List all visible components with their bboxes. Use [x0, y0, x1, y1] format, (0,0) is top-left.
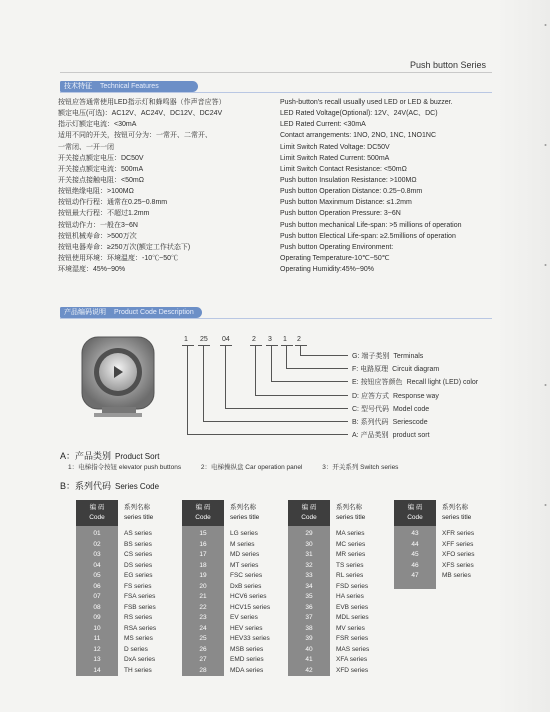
code-label: B: 系列代码 Seriescode [352, 419, 428, 426]
series-code-cell: 32 [305, 561, 313, 569]
code-leader-vertical [255, 346, 256, 395]
right-edge-shade [496, 0, 550, 712]
series-name-cell: AS series [124, 530, 152, 537]
series-code-cell: 27 [199, 656, 207, 663]
series-name-cell: TS series [336, 561, 364, 569]
series-code-cell: 28 [199, 666, 207, 674]
series-code-cell: 04 [93, 561, 101, 569]
page-series-title: Push button Series [410, 60, 487, 70]
series-name-header: 系列名称 series title [336, 504, 366, 521]
series-name-header: 系列名称 series title [442, 504, 472, 521]
series-name-cell: XFA series [336, 656, 368, 663]
tech-line-en: Push-button's recall usually used LED or LED & buzzer. [280, 99, 453, 106]
code-digit: 1 [184, 336, 188, 343]
series-name-cell: EMD series [230, 656, 264, 663]
sort-item-car-panel: 2：电梯操纵盘 Car operation panel [200, 464, 303, 471]
series-code-cell: 03 [93, 551, 101, 558]
series-name-cell: MT series [230, 561, 259, 569]
series-name-cell: MR series [336, 551, 366, 558]
tech-line-zh: 按钮电器寿命：≥250万次(额定工作状态下) [58, 243, 191, 251]
tech-line-en: Push button Operation Pressure: 3~6N [280, 210, 401, 218]
series-code-header: 编 码 Code [394, 500, 436, 526]
technical-features-zh-list [58, 97, 226, 275]
tech-line-en: Limit Switch Rated Voltage: DC50V [280, 143, 390, 151]
series-code-cell: 26 [199, 645, 207, 653]
series-name-cell: FSD series [336, 582, 369, 590]
tech-line-en: LED Rated Voltage(Optional): 12V、24V(AC、DC) [280, 110, 438, 118]
tech-line-en: LED Rated Current: <30mA [280, 121, 366, 129]
tech-line-zh: 按钮动作行程：通常在0.25~0.8mm [58, 199, 168, 207]
series-name-cell: EVB series [336, 603, 369, 611]
code-leader-vertical [286, 346, 287, 368]
series-code-heading [60, 479, 159, 492]
code-digit: 2 [252, 336, 256, 343]
series-name-cell: M series [230, 540, 255, 548]
series-name-cell: MDL series [336, 614, 369, 621]
tech-line-en: Operating Temperature-10℃~50℃ [280, 254, 390, 262]
series-name-cell: XFS series [442, 561, 474, 569]
top-rule [60, 72, 492, 73]
series-code-cell: 14 [93, 666, 101, 674]
code-leader-vertical [187, 346, 188, 434]
code-label: G: 端子类别 Terminals [352, 353, 424, 360]
code-leader-horizontal [300, 355, 348, 356]
tech-line-en: Operating Humidity:45%~90% [280, 266, 374, 274]
series-code-cell: 01 [93, 530, 101, 537]
series-code-cell: 11 [93, 635, 101, 642]
push-button-image [76, 333, 161, 418]
series-code-cell: 16 [199, 540, 207, 548]
series-name-cell: CS series [124, 551, 153, 558]
code-leader-vertical [271, 346, 272, 381]
series-code-cell: 37 [305, 614, 313, 621]
code-digit-underline [266, 345, 278, 346]
product-code-rule [60, 318, 492, 319]
series-code-cell: 22 [199, 603, 207, 611]
tech-line-zh: 按钮应答通常使用LED指示灯和蜂鸣器（作声音应答） [58, 99, 226, 106]
code-leader-horizontal [187, 434, 348, 435]
series-name-cell: MA series [336, 530, 365, 537]
code-digit-underline [220, 345, 232, 346]
product-code-en: Product Code Description [113, 309, 194, 316]
tech-line-en: Push button mechanical Life-span: >5 millions of operation [280, 221, 462, 229]
tech-line-zh: 开关接点接触电阻：<50mΩ [58, 176, 144, 184]
tech-line-zh: 按钮机械寿命：>500万次 [58, 232, 137, 240]
series-code-cell: 35 [305, 593, 313, 600]
series-name-cell: RL series [336, 572, 364, 579]
margin-dots [543, 5, 548, 565]
tech-line-en: Push button Insulation Resistance: >100MΩ [280, 176, 417, 184]
series-name-cell: XFD series [336, 666, 369, 674]
code-digit: 2 [297, 336, 301, 343]
product-sort-heading [60, 449, 159, 462]
series-code-cell: 39 [305, 635, 313, 642]
series-code-cell: 31 [305, 551, 313, 558]
series-code-header: 编 码 Code [182, 500, 224, 526]
series-code-cell: 07 [93, 593, 101, 600]
code-label: E: 按钮应答颜色 Recall light (LED) color [352, 379, 479, 387]
series-code-cell: 38 [305, 624, 313, 632]
tech-line-zh: 额定电压(可选)：AC12V、AC24V、DC12V、DC24V [58, 110, 223, 118]
series-name-cell: FSB series [124, 603, 156, 611]
code-digit-underline [250, 345, 262, 346]
tech-line-en: Limit Switch Contact Resistance: <50mΩ [280, 165, 407, 173]
code-leader-vertical [300, 346, 301, 355]
series-code-cell: 45 [411, 551, 419, 558]
series-code-cell: 19 [199, 572, 207, 579]
series-name-cell: LG series [230, 530, 258, 537]
series-code-cell: 15 [199, 530, 207, 537]
series-name-cell: MS series [124, 635, 153, 642]
tech-line-zh: 开关接点额定电流：500mA [58, 165, 144, 173]
series-name-cell: D series [124, 645, 148, 653]
product-sort-en: Product Sort [115, 452, 160, 461]
series-name-cell: HEV33 series [230, 635, 270, 642]
series-name-header: 系列名称 series title [124, 504, 154, 521]
tech-line-zh: 按钮使用环境：环境温度：-10℃~50℃ [58, 254, 178, 262]
tech-line-zh: 指示灯额定电流：<30mA [58, 121, 137, 129]
code-digit: 3 [268, 336, 272, 343]
series-code-cell: 29 [305, 530, 313, 537]
series-code-cell: 41 [305, 656, 313, 663]
series-name-cell: MDA series [230, 666, 264, 674]
series-code-cell: 09 [93, 614, 101, 621]
series-code-en: Series Code [115, 482, 160, 491]
series-code-cell: 34 [305, 582, 313, 590]
code-digit: 1 [283, 336, 287, 343]
series-name-cell: DxA series [124, 656, 156, 663]
series-code-cell: 23 [199, 614, 207, 621]
code-digit: 25 [200, 336, 208, 343]
tech-line-zh: 环境湿度：45%~90% [58, 266, 126, 274]
series-name-cell: HEV series [230, 624, 263, 632]
series-code-cell: 17 [199, 551, 207, 558]
code-digit-underline [281, 345, 293, 346]
technical-features-bar [60, 81, 198, 92]
series-code-cell: 30 [305, 540, 313, 548]
code-digit-underline [182, 345, 194, 346]
series-code-cell: 10 [93, 624, 101, 632]
code-label: A: 产品类别 product sort [352, 432, 430, 440]
code-leader-horizontal [271, 381, 348, 382]
series-name-cell: XFF series [442, 540, 474, 548]
series-name-cell: FSA series [124, 593, 156, 600]
series-name-cell: HCV6 series [230, 593, 267, 600]
tech-line-zh: 按钮绝缘电阻：>100MΩ [58, 188, 134, 196]
code-leader-horizontal [203, 421, 348, 422]
series-code-cell: 12 [93, 645, 101, 653]
technical-features-zh: 技术特征 [64, 83, 92, 90]
series-code-cell: 47 [411, 572, 419, 579]
series-name-header: 系列名称 series title [230, 504, 260, 521]
series-code-cell: 33 [305, 572, 313, 579]
series-name-cell: MV series [336, 624, 365, 632]
series-code-cell: 02 [93, 540, 101, 548]
code-label: D: 应答方式 Response way [352, 392, 439, 400]
code-leader-vertical [225, 346, 226, 408]
sort-item-switch: 3：开关系列 Switch series [322, 464, 399, 471]
series-name-cell: EV series [230, 614, 258, 621]
series-code-header: 编 码 Code [76, 500, 118, 526]
series-code-cell: 43 [411, 530, 419, 537]
code-digit-underline [198, 345, 210, 346]
product-code-bar [60, 307, 202, 318]
tech-line-zh: 按钮最大行程：不超过1.2mm [58, 210, 150, 218]
series-code-cell: 46 [411, 561, 419, 569]
series-code-cell: 21 [199, 593, 207, 600]
series-code-zh: B：系列代码 [60, 481, 112, 491]
series-code-cell: 42 [305, 666, 313, 674]
series-name-cell: RS series [124, 614, 153, 621]
technical-features-rule [60, 92, 492, 93]
code-digit-underline [295, 345, 307, 346]
series-name-cell: DS series [124, 561, 153, 569]
series-name-cell: BS series [124, 540, 152, 548]
tech-line-zh: 按钮动作力：一般在3~6N [58, 221, 138, 229]
series-name-cell: MD series [230, 551, 260, 558]
series-name-cell: MC series [336, 540, 366, 548]
code-leader-horizontal [255, 395, 348, 396]
series-name-cell: XFR series [442, 530, 475, 537]
series-name-cell: MB series [442, 572, 471, 579]
series-name-cell: MSB series [230, 645, 264, 653]
series-name-cell: MAS series [336, 645, 370, 653]
sort-item-elevator: 1：电梯指令按钮 elevator push buttons [68, 464, 182, 471]
series-name-cell: FSC series [230, 572, 263, 579]
tech-line-zh: 适用不同的开关，按钮可分为：一常开、二常开、 [58, 132, 212, 140]
technical-features-en-list [280, 97, 462, 275]
tech-line-en: Push button Operating Environment: [280, 243, 394, 251]
code-leader-vertical [203, 346, 204, 421]
series-code-cell: 08 [93, 603, 101, 611]
product-sort-zh: A：产品类别 [60, 451, 112, 461]
tech-line-en: Push button Maxinmum Distance: ≤1.2mm [280, 199, 412, 207]
series-code-cell: 40 [305, 645, 313, 653]
tech-line-en: Limit Switch Rated Current: 500mA [280, 154, 390, 162]
tech-line-en: Contact arrangements: 1NO, 2NO, 1NC, 1NO1NC [280, 132, 437, 140]
series-code-cell: 13 [93, 656, 101, 663]
code-label: C: 型号代码 Model code [352, 405, 430, 413]
product-sort-items [68, 462, 416, 471]
series-code-cell: 18 [199, 561, 207, 569]
series-name-cell: HA series [336, 593, 364, 600]
series-code-cell: 06 [93, 582, 101, 590]
series-name-cell: FS series [124, 582, 152, 590]
technical-features-en: Technical Features [99, 83, 159, 90]
tech-line-en: Push button Electical Life-span: ≥2.5millions of operation [280, 232, 456, 240]
series-code-cell: 05 [93, 572, 101, 579]
series-name-cell: FSR series [336, 635, 369, 642]
tech-line-zh: 开关接点额定电压：DC50V [58, 154, 144, 162]
series-name-cell: XFO series [442, 551, 475, 558]
series-name-cell: TH series [124, 666, 152, 674]
code-leader-horizontal [286, 368, 348, 369]
series-code-header: 编 码 Code [288, 500, 330, 526]
series-code-cell: 20 [199, 582, 207, 590]
code-digit: 04 [222, 336, 230, 343]
series-code-cell: 24 [199, 624, 207, 632]
code-leader-horizontal [225, 408, 348, 409]
series-code-cell: 25 [199, 635, 207, 642]
series-code-cell: 36 [305, 603, 313, 611]
tech-line-en: Push button Operation Distance: 0.25~0.8mm [280, 188, 423, 196]
code-label: F: 电路原理 Circuit diagram [352, 366, 440, 374]
tech-line-zh: 一常闭、一开一闭 [58, 143, 114, 151]
product-code-zh: 产品编码说明 [64, 309, 106, 316]
series-code-cell: 44 [411, 540, 419, 548]
series-name-cell: RSA series [124, 624, 157, 632]
series-name-cell: DxB series [230, 582, 262, 590]
series-name-cell: HCV15 series [230, 603, 271, 611]
series-name-cell: EG series [124, 572, 153, 579]
